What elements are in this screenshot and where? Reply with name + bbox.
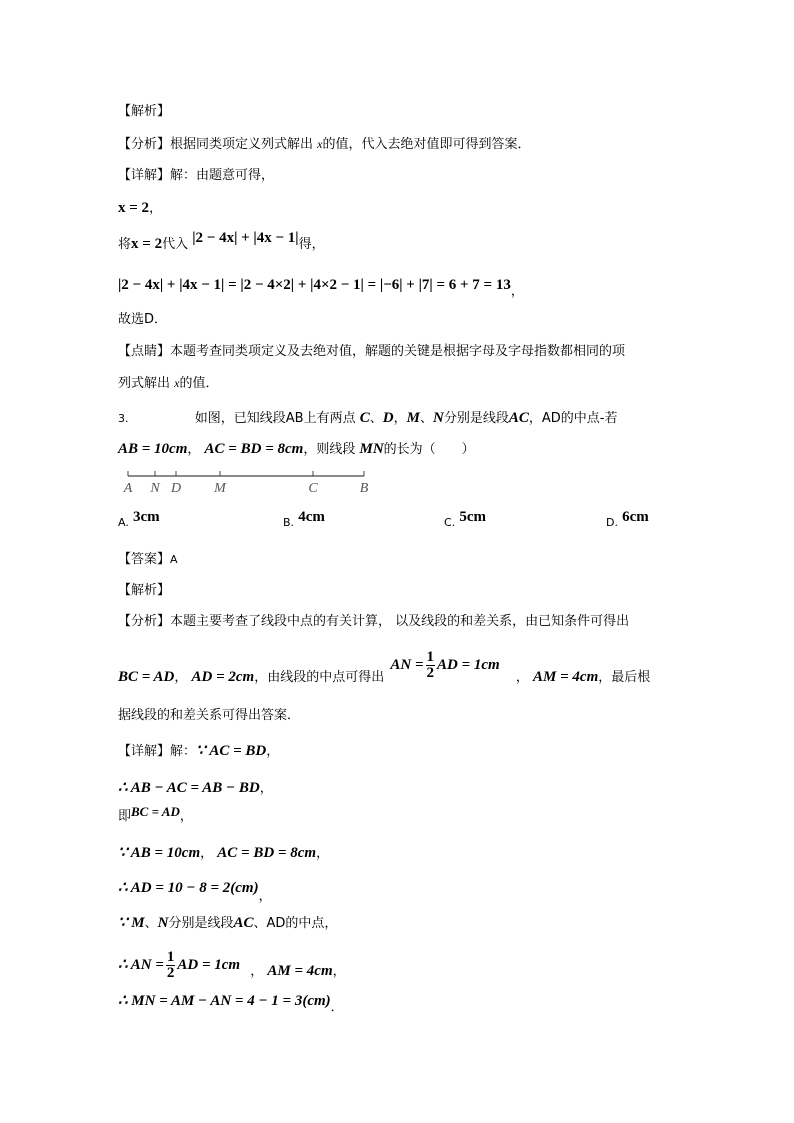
comment-line-1: [118, 343, 625, 361]
comment-line-2: [118, 374, 219, 393]
question-3-stem-2: [118, 440, 475, 459]
line-segment-figure: [118, 466, 378, 496]
step-5: [118, 879, 272, 904]
question-3-stem-1: [118, 409, 617, 428]
math: AD = 2cm: [191, 669, 255, 685]
option-letter: D.: [606, 516, 618, 529]
point-label-N: N: [150, 481, 160, 496]
text: ，: [266, 744, 280, 759]
text: 列式解出: [118, 376, 171, 391]
math: C: [359, 410, 370, 426]
text: 分别是线段: [443, 411, 509, 426]
text: 本题考查同类项定义及去绝对值，解题的关键是根据字母及字母指数都相同的项: [170, 344, 626, 359]
text: ，AD的中点-若: [528, 411, 618, 426]
answer-tag: 【答案】: [118, 552, 171, 567]
text: 的值．: [179, 376, 219, 391]
math: D: [382, 410, 394, 426]
text: ，: [515, 670, 529, 685]
equation-result: [118, 276, 524, 299]
option-c[interactable]: [444, 509, 486, 531]
option-value: 5cm: [459, 509, 486, 525]
math: ∴ AN =: [118, 957, 164, 973]
text: 如图，已知线段AB上有两点: [194, 411, 356, 426]
text: ，: [316, 846, 330, 861]
math: ∴ AD = 10 − 8 = 2(cm): [118, 880, 259, 896]
math: N: [432, 410, 444, 426]
option-value: 6cm: [622, 509, 649, 525]
text: ，: [250, 964, 264, 979]
analysis-tag: 【分析】: [118, 137, 171, 152]
option-b[interactable]: [283, 509, 325, 531]
heading-jiexi-2: 【解析】: [118, 583, 171, 598]
detail-tag: 【详解】: [118, 168, 171, 183]
numerator: 1: [166, 949, 175, 965]
text: ，: [332, 964, 346, 979]
math: AN =: [390, 657, 424, 673]
math: M: [406, 410, 420, 426]
answer-line: [118, 551, 178, 569]
option-value: 3cm: [132, 509, 160, 525]
choose-line: 故选D．: [118, 312, 168, 327]
substitute-line: [118, 230, 325, 254]
math: AD = 1cm: [177, 957, 241, 973]
math: ∵ M: [118, 915, 145, 931]
text: 代入: [162, 237, 189, 252]
step-4: [118, 844, 329, 863]
var-x: x: [174, 376, 180, 390]
text: 、: [144, 916, 158, 931]
text: 根据同类项定义列式解出: [170, 137, 314, 152]
equation-x: [118, 199, 162, 218]
math: BC = AD: [131, 804, 180, 819]
analysis-tag: 【分析】: [118, 614, 171, 629]
point-label-D: D: [170, 481, 182, 496]
denominator: 2: [166, 965, 175, 981]
detail-line-2: [118, 742, 279, 761]
fraction-half: [426, 650, 436, 681]
comma: ，: [149, 201, 163, 216]
text: 、: [369, 411, 383, 426]
step-8: [118, 992, 344, 1015]
math: BC = AD: [118, 669, 175, 685]
math: |2 − 4x| + |4x − 1| = |2 − 4×2| + |4×2 − 1| = |−6| + |7| = 6 + 7 = 13: [118, 277, 511, 293]
text: 本题主要考查了线段中点的有关计算， 以及线段的和差关系，由已知条件可得出: [170, 614, 630, 629]
comment-tag: 【点睛】: [118, 344, 171, 359]
text: 、AD的中点，: [253, 916, 338, 931]
text: 得，: [298, 237, 325, 252]
answer-value: A: [170, 553, 178, 566]
text: ，最后根: [598, 670, 651, 685]
var-x: x: [317, 137, 323, 151]
question-number: 3.: [118, 412, 129, 425]
math: AC: [233, 915, 254, 931]
fraction-half: [166, 950, 176, 981]
step-6: [118, 914, 337, 933]
text: ，: [200, 846, 214, 861]
option-a[interactable]: [118, 509, 160, 531]
math: x = 2: [118, 200, 150, 216]
math: N: [157, 915, 169, 931]
comma: ，: [510, 284, 524, 299]
analysis-line-3: 据线段的和差关系可得出答案．: [118, 708, 301, 723]
point-label-C: C: [308, 481, 318, 496]
step-2: [118, 779, 273, 798]
detail-tag: 【详解】: [118, 744, 171, 759]
text: 的值，代入去绝对值即可得到答案．: [322, 137, 531, 152]
text: 即: [118, 809, 132, 824]
math: AD = 1cm: [437, 657, 500, 673]
math: ∵ AC = BD: [196, 743, 267, 759]
analysis-math-line: [118, 649, 651, 695]
math: AC: [508, 410, 529, 426]
text: ，: [174, 670, 188, 685]
option-letter: A.: [118, 516, 129, 529]
text: 分别是线段: [168, 916, 234, 931]
step-3: [118, 804, 193, 826]
step-7: [118, 948, 346, 983]
text: 、: [419, 411, 433, 426]
text: ，: [187, 442, 201, 457]
math: x = 2: [131, 236, 163, 252]
math: ∴ MN = AM − AN = 4 − 1 = 3(cm): [118, 993, 331, 1009]
analysis-line-2: [118, 613, 629, 631]
analysis-line: [118, 135, 531, 154]
numerator: 1: [426, 649, 435, 665]
text: 的长为（ ）: [383, 442, 475, 457]
math: ∴ AB − AC = AB − BD: [118, 780, 260, 796]
math: AM = 4cm: [533, 669, 599, 685]
detail-line: [118, 167, 274, 185]
point-label-M: M: [214, 481, 226, 496]
math: MN: [359, 441, 384, 457]
text: 解：: [170, 744, 197, 759]
text: ，则线段: [303, 442, 356, 457]
point-label-B: B: [359, 481, 369, 496]
math: AM = 4cm: [267, 963, 333, 979]
text: ，: [393, 411, 407, 426]
heading-jiexi: 【解析】: [118, 104, 171, 119]
option-value: 4cm: [298, 509, 325, 525]
text: 解：由题意可得，: [170, 168, 275, 183]
math: ∵ AB = 10cm: [118, 845, 201, 861]
math: AC = BD = 8cm: [217, 845, 317, 861]
option-letter: C.: [444, 516, 456, 529]
text: ，: [259, 781, 273, 796]
text: ．: [330, 1000, 344, 1015]
option-d[interactable]: [606, 509, 649, 531]
text: 将: [118, 237, 132, 252]
text: ，由线段的中点可得出: [254, 670, 385, 685]
math: AB = 10cm: [118, 441, 188, 457]
math: |2 − 4x| + |4x − 1|: [192, 230, 299, 246]
text: ，: [258, 889, 272, 904]
option-letter: B.: [283, 516, 295, 529]
math: AC = BD = 8cm: [204, 441, 304, 457]
text: ，: [179, 809, 193, 824]
denominator: 2: [426, 665, 435, 681]
point-label-A: A: [123, 481, 133, 496]
